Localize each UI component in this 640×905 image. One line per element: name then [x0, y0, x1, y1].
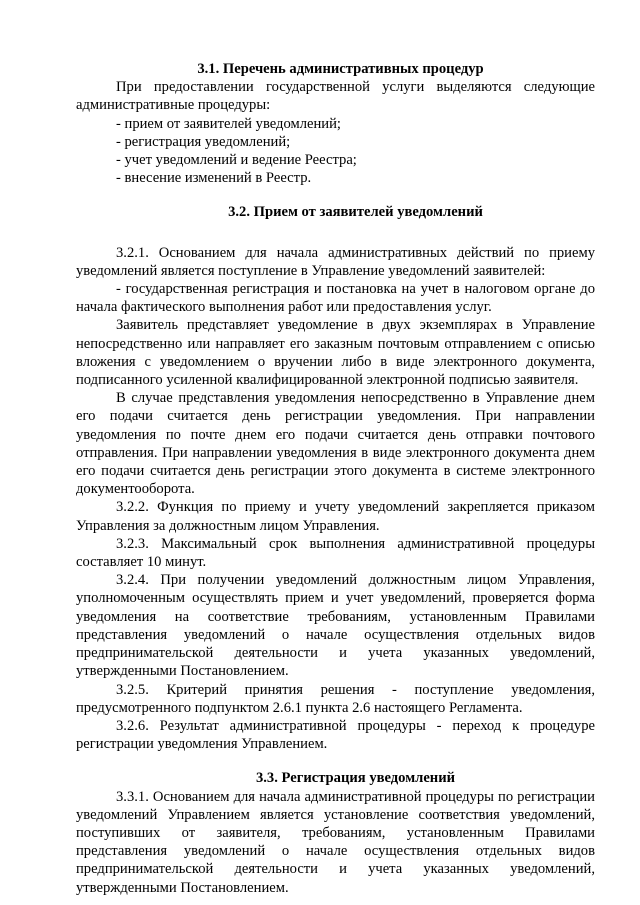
paragraph-3-2-2: 3.2.2. Функция по приему и учету уведомлений закрепляется приказом Управления за должностным лицом Управления. — [76, 499, 595, 534]
list-item: - учет уведомлений и ведение Реестра; — [116, 152, 357, 169]
section-3-1-intro: При предоставлении государственной услуги выделяются следующие административные процедуры: — [76, 79, 595, 114]
list-item: - регистрация уведомлений; — [116, 133, 291, 150]
paragraph-3-2-3: 3.2.3. Максимальный срок выполнения административной процедуры составляет 10 минут. — [76, 535, 595, 571]
document-page — [76, 60, 595, 897]
paragraph-3-2-6: 3.2.6. Результат административной процедуры - переход к процедуре регистрации уведомления Управлением. — [76, 717, 595, 753]
paragraph-3-2-1-item: - государственная регистрация и постановка на учет в налоговом органе до начала фактического выполнения работ или предоставления услуг. — [76, 281, 595, 316]
list-item: - внесение изменений в Реестр. — [116, 170, 312, 187]
section-3-2-heading: 3.2. Прием от заявителей уведомлений — [228, 204, 483, 221]
paragraph-3-3-1: 3.3.1. Основанием для начала административной процедуры по регистрации уведомлений Управлением является установление соответствия уведомлений, поступивших от заявителя, требованиям, установленным Правилами представления уведомлений о начале осуществления отдельных видов предпринимательской деятельности и учета указанных уведомлений, утвержденными Постановлением. — [76, 788, 595, 896]
list-item: - прием от заявителей уведомлений; — [116, 115, 341, 132]
paragraph-3-2-1: 3.2.1. Основанием для начала административных действий по приему уведомлений является поступление в Управление уведомлений заявителей: — [76, 244, 595, 279]
paragraph-applicant-submission: Заявитель представляет уведомление в двух экземплярах в Управление непосредственно или направляет его заказным почтовым отправлением с описью вложения с уведомлением о вручении либо в виде электронного документа, подписанного усиленной квалифицированной электронной подписью заявителя. — [76, 317, 595, 389]
paragraph-submission-date: В случае представления уведомления непосредственно в Управление днем его подачи считается день регистрации уведомления. При направлении уведомления по почте днем его подачи считается день отправки почтового отправления. При направлении уведомления в виде электронного документа днем его подачи считается день регистрации этого документа в системе электронного документооборота. — [76, 390, 595, 498]
paragraph-3-2-4: 3.2.4. При получении уведомлений должностным лицом Управления, уполномоченным осуществлять прием и учет уведомлений, проверяется форма уведомления на соответствие требованиям, установленным Правилами представления уведомлений о начале осуществления отдельных видов предпринимательской деятельности и учета указанных уведомлений, утвержденными Постановлением. — [76, 572, 595, 680]
section-3-3-heading: 3.3. Регистрация уведомлений — [255, 770, 456, 787]
section-3-1-heading: 3.1. Перечень административных процедур — [197, 61, 484, 77]
paragraph-3-2-5: 3.2.5. Критерий принятия решения - поступление уведомления, предусмотренного подпунктом 2.6.1 пункта 2.6 настоящего Регламента. — [76, 681, 595, 716]
